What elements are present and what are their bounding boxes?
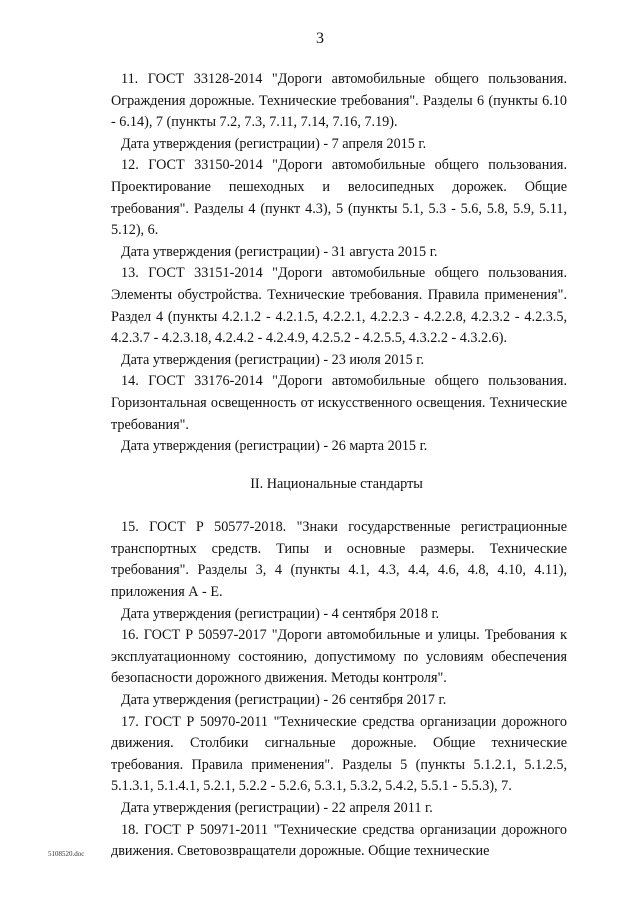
entry-12: 12. ГОСТ 33150-2014 "Дороги автомобильные общего пользования. Проектирование пешеходных и велосипедных дорожек. Общие требования". Разделы 4 (пункт 4.3), 5 (пункты 5.1, 5.3 - 5.6, 5.8, 5.9, 5.11, 5.12), 6.: [111, 157, 567, 239]
entry-15-date: Дата утверждения (регистрации) - 4 сентября 2018 г.: [121, 605, 440, 622]
entry-17-date: Дата утверждения (регистрации) - 22 апреля 2011 г.: [121, 800, 433, 816]
entry-11: 11. ГОСТ 33128-2014 "Дороги автомобильные общего пользования. Ограждения дорожные. Технические требования". Разделы 6 (пункты 6.10 - 6.14), 7 (пункты 7.2, 7.3, 7.11, 7.14, 7.16, 7.19).: [111, 71, 567, 131]
footer-code: 5108520.doc: [48, 850, 85, 858]
document-body: [111, 69, 567, 863]
page-number: 3: [316, 30, 324, 47]
entry-14: 14. ГОСТ 33176-2014 "Дороги автомобильные общего пользования. Горизонтальная освещенность от искусственного освещения. Технические требования".: [111, 373, 567, 433]
entry-14-date: Дата утверждения (регистрации) - 26 марта 2015 г.: [121, 438, 428, 455]
entry-17: 17. ГОСТ Р 50970-2011 "Технические средства организации дорожного движения. Столбики сигнальные дорожные. Общие технические требования. Правила применения". Разделы 5 (пункты 5.1.2.1, 5.1.2.5, 5.1.3.1, 5.1.4.1, 5.2.1, 5.2.2 - 5.2.6, 5.3.1, 5.3.2, 5.4.2, 5.5.1 - 5.5.3), 7.: [111, 713, 567, 795]
entry-16-date: Дата утверждения (регистрации) - 26 сентября 2017 г.: [121, 692, 447, 709]
entry-12-date: Дата утверждения (регистрации) - 31 августа 2015 г.: [121, 243, 438, 260]
section-title: II. Национальные стандарты: [250, 475, 423, 492]
entry-13-date: Дата утверждения (регистрации) - 23 июля 2015 г.: [121, 351, 425, 368]
entry-13: 13. ГОСТ 33151-2014 "Дороги автомобильные общего пользования. Элементы обустройства. Технические требования. Правила применения". Раздел 4 (пункты 4.2.1.2 - 4.2.1.5, 4.2.2.1, 4.2.2.3 - 4.2.2.8, 4.2.3.2 - 4.2.3.5, 4.2.3.7 - 4.2.3.18, 4.2.4.2 - 4.2.4.9, 4.2.5.2 - 4.2.5.5, 4.3.2.2 - 4.3.2.6).: [111, 265, 567, 347]
entry-18: 18. ГОСТ Р 50971-2011 "Технические средства организации дорожного движения. Световозвращатели дорожные. Общие технические: [111, 821, 567, 860]
entry-11-date: Дата утверждения (регистрации) - 7 апреля 2015 г.: [121, 135, 427, 152]
entry-16: 16. ГОСТ Р 50597-2017 "Дороги автомобильные и улицы. Требования к эксплуатационному состоянию, допустимому по условиям обеспечения безопасности дорожного движения. Методы контроля".: [111, 627, 567, 687]
entry-15: 15. ГОСТ Р 50577-2018. "Знаки государственные регистрационные транспортных средств. Типы и основные размеры. Технические требования". Разделы 3, 4 (пункты 4.1, 4.3, 4.4, 4.6, 4.8, 4.10, 4.11), приложения А - Е.: [111, 519, 567, 601]
